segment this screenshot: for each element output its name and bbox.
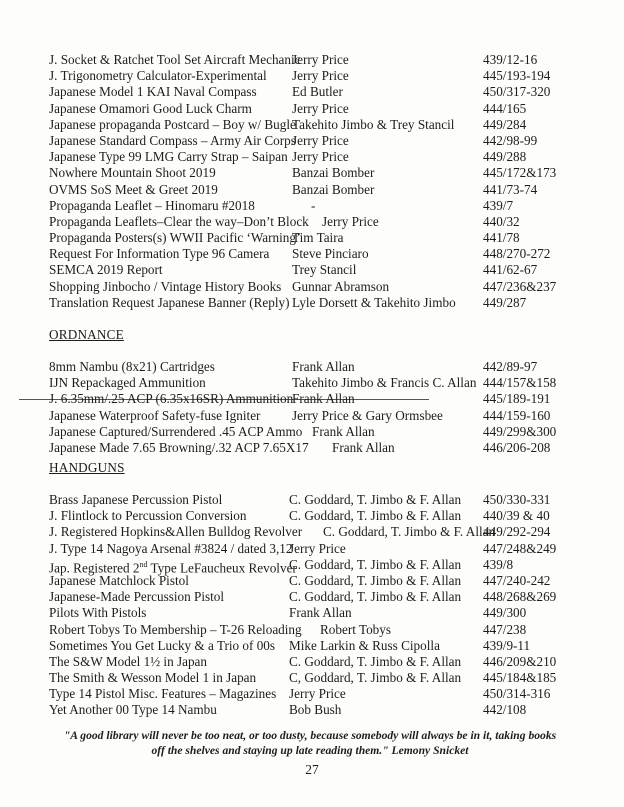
- article-author: Lyle Dorsett & Takehito Jimbo: [292, 294, 456, 310]
- index-row: [49, 68, 589, 84]
- article-author: Takehito Jimbo & Trey Stancil: [292, 116, 455, 132]
- index-row: [49, 638, 589, 654]
- article-author: Trey Stancil: [292, 262, 357, 278]
- index-row: [49, 492, 589, 508]
- article-author: C. Goddard, T. Jimbo & F. Allan: [323, 524, 496, 540]
- article-title: J. Flintlock to Percussion Conversion: [49, 508, 247, 524]
- issue-page-ref: 445/189-191: [483, 391, 551, 407]
- issue-page-ref: 449/300: [483, 605, 527, 621]
- misc-index-list: [49, 52, 589, 311]
- index-row: [49, 573, 589, 589]
- index-row: [49, 440, 589, 456]
- article-author: Ed Butler: [292, 84, 343, 100]
- article-title: SEMCA 2019 Report: [49, 262, 163, 278]
- article-title: Brass Japanese Percussion Pistol: [49, 492, 223, 507]
- article-author: Jerry Price: [292, 68, 349, 84]
- article-title: Yet Another 00 Type 14 Nambu: [49, 702, 217, 718]
- article-author: C. Goddard, T. Jimbo & F. Allan: [289, 653, 462, 669]
- index-row: [49, 198, 589, 214]
- article-author: Tim Taira: [292, 230, 344, 246]
- issue-page-ref: 448/268&269: [483, 589, 557, 605]
- article-author: Frank Allan: [292, 359, 355, 374]
- index-row: [49, 182, 589, 198]
- issue-page-ref: 450/330-331: [483, 492, 551, 507]
- issue-page-ref: 445/193-194: [483, 68, 551, 84]
- issue-page-ref: 439/7: [483, 197, 514, 213]
- article-author: C, Goddard, T. Jimbo & F. Allan: [289, 670, 462, 686]
- issue-page-ref: 441/78: [483, 230, 520, 246]
- article-author: Mike Larkin & Russ Cipolla: [289, 637, 440, 653]
- issue-page-ref: 442/89-97: [483, 359, 538, 374]
- article-author: Takehito Jimbo & Francis C. Allan: [292, 375, 477, 391]
- issue-page-ref: 441/62-67: [483, 262, 538, 278]
- article-title: Robert Tobys To Membership – T-26 Reloading: [49, 621, 302, 637]
- title-part: Type LeFaucheux Revolver: [147, 560, 297, 576]
- article-author: Bob Bush: [289, 702, 342, 718]
- article-title: Japanese Matchlock Pistol: [49, 572, 189, 588]
- article-title: Japanese Type 99 LMG Carry Strap – Saipan: [49, 149, 288, 165]
- index-row: [49, 230, 589, 246]
- issue-page-ref: 441/73-74: [483, 181, 538, 197]
- index-row: [49, 424, 589, 440]
- article-author: Frank Allan: [332, 439, 395, 455]
- index-row: [49, 295, 589, 311]
- article-title: Japanese Standard Compass – Army Air Corps: [49, 132, 296, 148]
- index-row: [49, 408, 589, 424]
- handguns-heading: HANDGUNS: [49, 460, 125, 475]
- issue-page-ref: 439/12-16: [483, 52, 538, 67]
- issue-page-ref: 442/108: [483, 702, 527, 718]
- issue-page-ref: 446/206-208: [483, 439, 551, 455]
- index-row: [49, 622, 589, 638]
- article-title: The Smith & Wesson Model 1 in Japan: [49, 670, 257, 686]
- index-row: [49, 52, 589, 68]
- article-title: J. Trigonometry Calculator-Experimental: [49, 68, 267, 84]
- index-row: [49, 524, 589, 540]
- article-author: Robert Tobys: [320, 621, 391, 637]
- article-title: Type 14 Pistol Misc. Features – Magazines: [49, 686, 277, 702]
- article-author: Jerry Price: [322, 213, 379, 229]
- issue-page-ref: 449/292-294: [483, 524, 551, 540]
- article-author: C. Goddard, T. Jimbo & F. Allan: [289, 508, 462, 524]
- index-row: [49, 375, 589, 391]
- article-author: Jerry Price: [289, 686, 346, 702]
- index-row: [49, 133, 589, 149]
- issue-page-ref: 449/288: [483, 149, 527, 165]
- page-number: 27: [305, 762, 319, 777]
- index-row: [49, 508, 589, 524]
- article-title: Japanese propaganda Postcard – Boy w/ Bugle: [49, 116, 296, 132]
- article-author: Banzai Bomber: [292, 181, 375, 197]
- issue-page-ref: 446/209&210: [483, 653, 557, 669]
- article-author: Gunnar Abramson: [292, 278, 390, 294]
- issue-page-ref: 450/314-316: [483, 686, 551, 702]
- article-author: Jerry Price: [292, 52, 349, 67]
- article-title: Request For Information Type 96 Camera: [49, 246, 270, 262]
- issue-page-ref: 444/159-160: [483, 407, 551, 423]
- index-row: [49, 149, 589, 165]
- article-author: -: [311, 197, 316, 213]
- index-row: [49, 117, 589, 133]
- index-row: [49, 165, 589, 181]
- article-title: Japanese Model 1 KAI Naval Compass: [49, 84, 257, 100]
- article-author: Frank Allan: [289, 605, 352, 621]
- index-row: [49, 686, 589, 702]
- index-row: [49, 279, 589, 295]
- article-title: IJN Repackaged Ammunition: [49, 375, 206, 391]
- article-title: Japanese Waterproof Safety-fuse Igniter: [49, 407, 261, 423]
- issue-page-ref: 449/299&300: [483, 423, 557, 439]
- title-part: Jap. Registered 2: [49, 560, 140, 576]
- index-row: [49, 246, 589, 262]
- article-title: Propaganda Leaflets–Clear the way–Don’t Block: [49, 213, 309, 229]
- article-title: J. Socket & Ratchet Tool Set Aircraft Mechanic: [49, 52, 301, 67]
- issue-page-ref: 447/236&237: [483, 278, 557, 294]
- issue-page-ref: 445/172&173: [483, 165, 557, 181]
- issue-page-ref: 444/157&158: [483, 375, 557, 391]
- article-title: 8mm Nambu (8x21) Cartridges: [49, 359, 215, 374]
- article-author: C. Goddard, T. Jimbo & F. Allan: [289, 572, 462, 588]
- article-title: J. Type 14 Nagoya Arsenal #3824 / dated 3,12: [49, 540, 293, 556]
- issue-page-ref: 448/270-272: [483, 246, 551, 262]
- index-row: [49, 262, 589, 278]
- issue-page-ref: 449/287: [483, 294, 527, 310]
- article-author: C. Goddard, T. Jimbo & F. Allan: [289, 492, 462, 507]
- title-superscript: nd: [139, 559, 148, 569]
- issue-page-ref: 447/238: [483, 621, 527, 637]
- ordnance-heading: ORDNANCE: [49, 327, 124, 342]
- article-title: Propaganda Posters(s) WWII Pacific ‘Warning’: [49, 230, 301, 246]
- issue-page-ref: 449/284: [483, 116, 527, 132]
- index-row: [49, 101, 589, 117]
- index-row: [49, 670, 589, 686]
- issue-page-ref: 447/240-242: [483, 572, 551, 588]
- article-title: The S&W Model 1½ in Japan: [49, 653, 207, 669]
- index-row: [49, 359, 589, 375]
- article-author: Jerry Price: [292, 149, 349, 165]
- index-row: [49, 589, 589, 605]
- article-author: C. Goddard, T. Jimbo & F. Allan: [289, 589, 462, 605]
- article-title: Pilots With Pistols: [49, 605, 147, 621]
- issue-page-ref: 444/165: [483, 100, 527, 116]
- article-title: Propaganda Leaflet – Hinomaru #2018: [49, 197, 255, 213]
- closing-quote: "A good library will never be too neat, or too dusty, because somebody will always be in it, taking books off the shelves and staying up late reading them." Lemony Snicket: [63, 729, 557, 757]
- index-row: [49, 391, 589, 407]
- article-title: Translation Request Japanese Banner (Reply): [49, 294, 290, 310]
- article-title: J. 6.35mm/.25 ACP (6.35x16SR) Ammunition: [49, 391, 294, 407]
- article-author: Jerry Price: [289, 540, 346, 556]
- article-author: Banzai Bomber: [292, 165, 375, 181]
- index-row: [49, 556, 589, 576]
- issue-page-ref: 440/39 & 40: [483, 508, 550, 524]
- issue-page-ref: 445/184&185: [483, 670, 557, 686]
- article-title: Japanese Made 7.65 Browning/.32 ACP 7.65X17: [49, 439, 309, 455]
- article-title: OVMS SoS Meet & Greet 2019: [49, 181, 218, 197]
- article-title: Japanese-Made Percussion Pistol: [49, 589, 225, 605]
- index-row: [49, 702, 589, 718]
- ordnance-index-list: [49, 359, 589, 456]
- article-author: Jerry Price & Gary Ormsbee: [292, 407, 443, 423]
- handguns-index-list: [49, 492, 589, 719]
- article-title: Shopping Jinbocho / Vintage History Books: [49, 278, 282, 294]
- article-title: J. Registered Hopkins&Allen Bulldog Revolver: [49, 524, 303, 540]
- article-author: Jerry Price: [292, 100, 349, 116]
- issue-page-ref: 442/98-99: [483, 132, 538, 148]
- index-row: [49, 541, 589, 557]
- article-author: C. Goddard, T. Jimbo & F. Allan: [289, 556, 462, 572]
- issue-page-ref: 439/8: [483, 556, 514, 572]
- issue-page-ref: 447/248&249: [483, 540, 557, 556]
- index-row: [49, 605, 589, 621]
- article-author: Jerry Price: [292, 132, 349, 148]
- article-author: Steve Pinciaro: [292, 246, 369, 262]
- issue-page-ref: 450/317-320: [483, 84, 551, 100]
- article-title: Sometimes You Get Lucky & a Trio of 00s: [49, 637, 276, 653]
- index-row: [49, 654, 589, 670]
- article-title: Japanese Captured/Surrendered .45 ACP Ammo: [49, 423, 303, 439]
- article-title: Nowhere Mountain Shoot 2019: [49, 165, 216, 181]
- issue-page-ref: 440/32: [483, 213, 520, 229]
- article-author: Frank Allan: [292, 391, 355, 407]
- article-title: Japanese Omamori Good Luck Charm: [49, 100, 252, 116]
- article-author: Frank Allan: [312, 423, 375, 439]
- index-row: [49, 214, 589, 230]
- index-row: [49, 84, 589, 100]
- issue-page-ref: 439/9-11: [483, 637, 531, 653]
